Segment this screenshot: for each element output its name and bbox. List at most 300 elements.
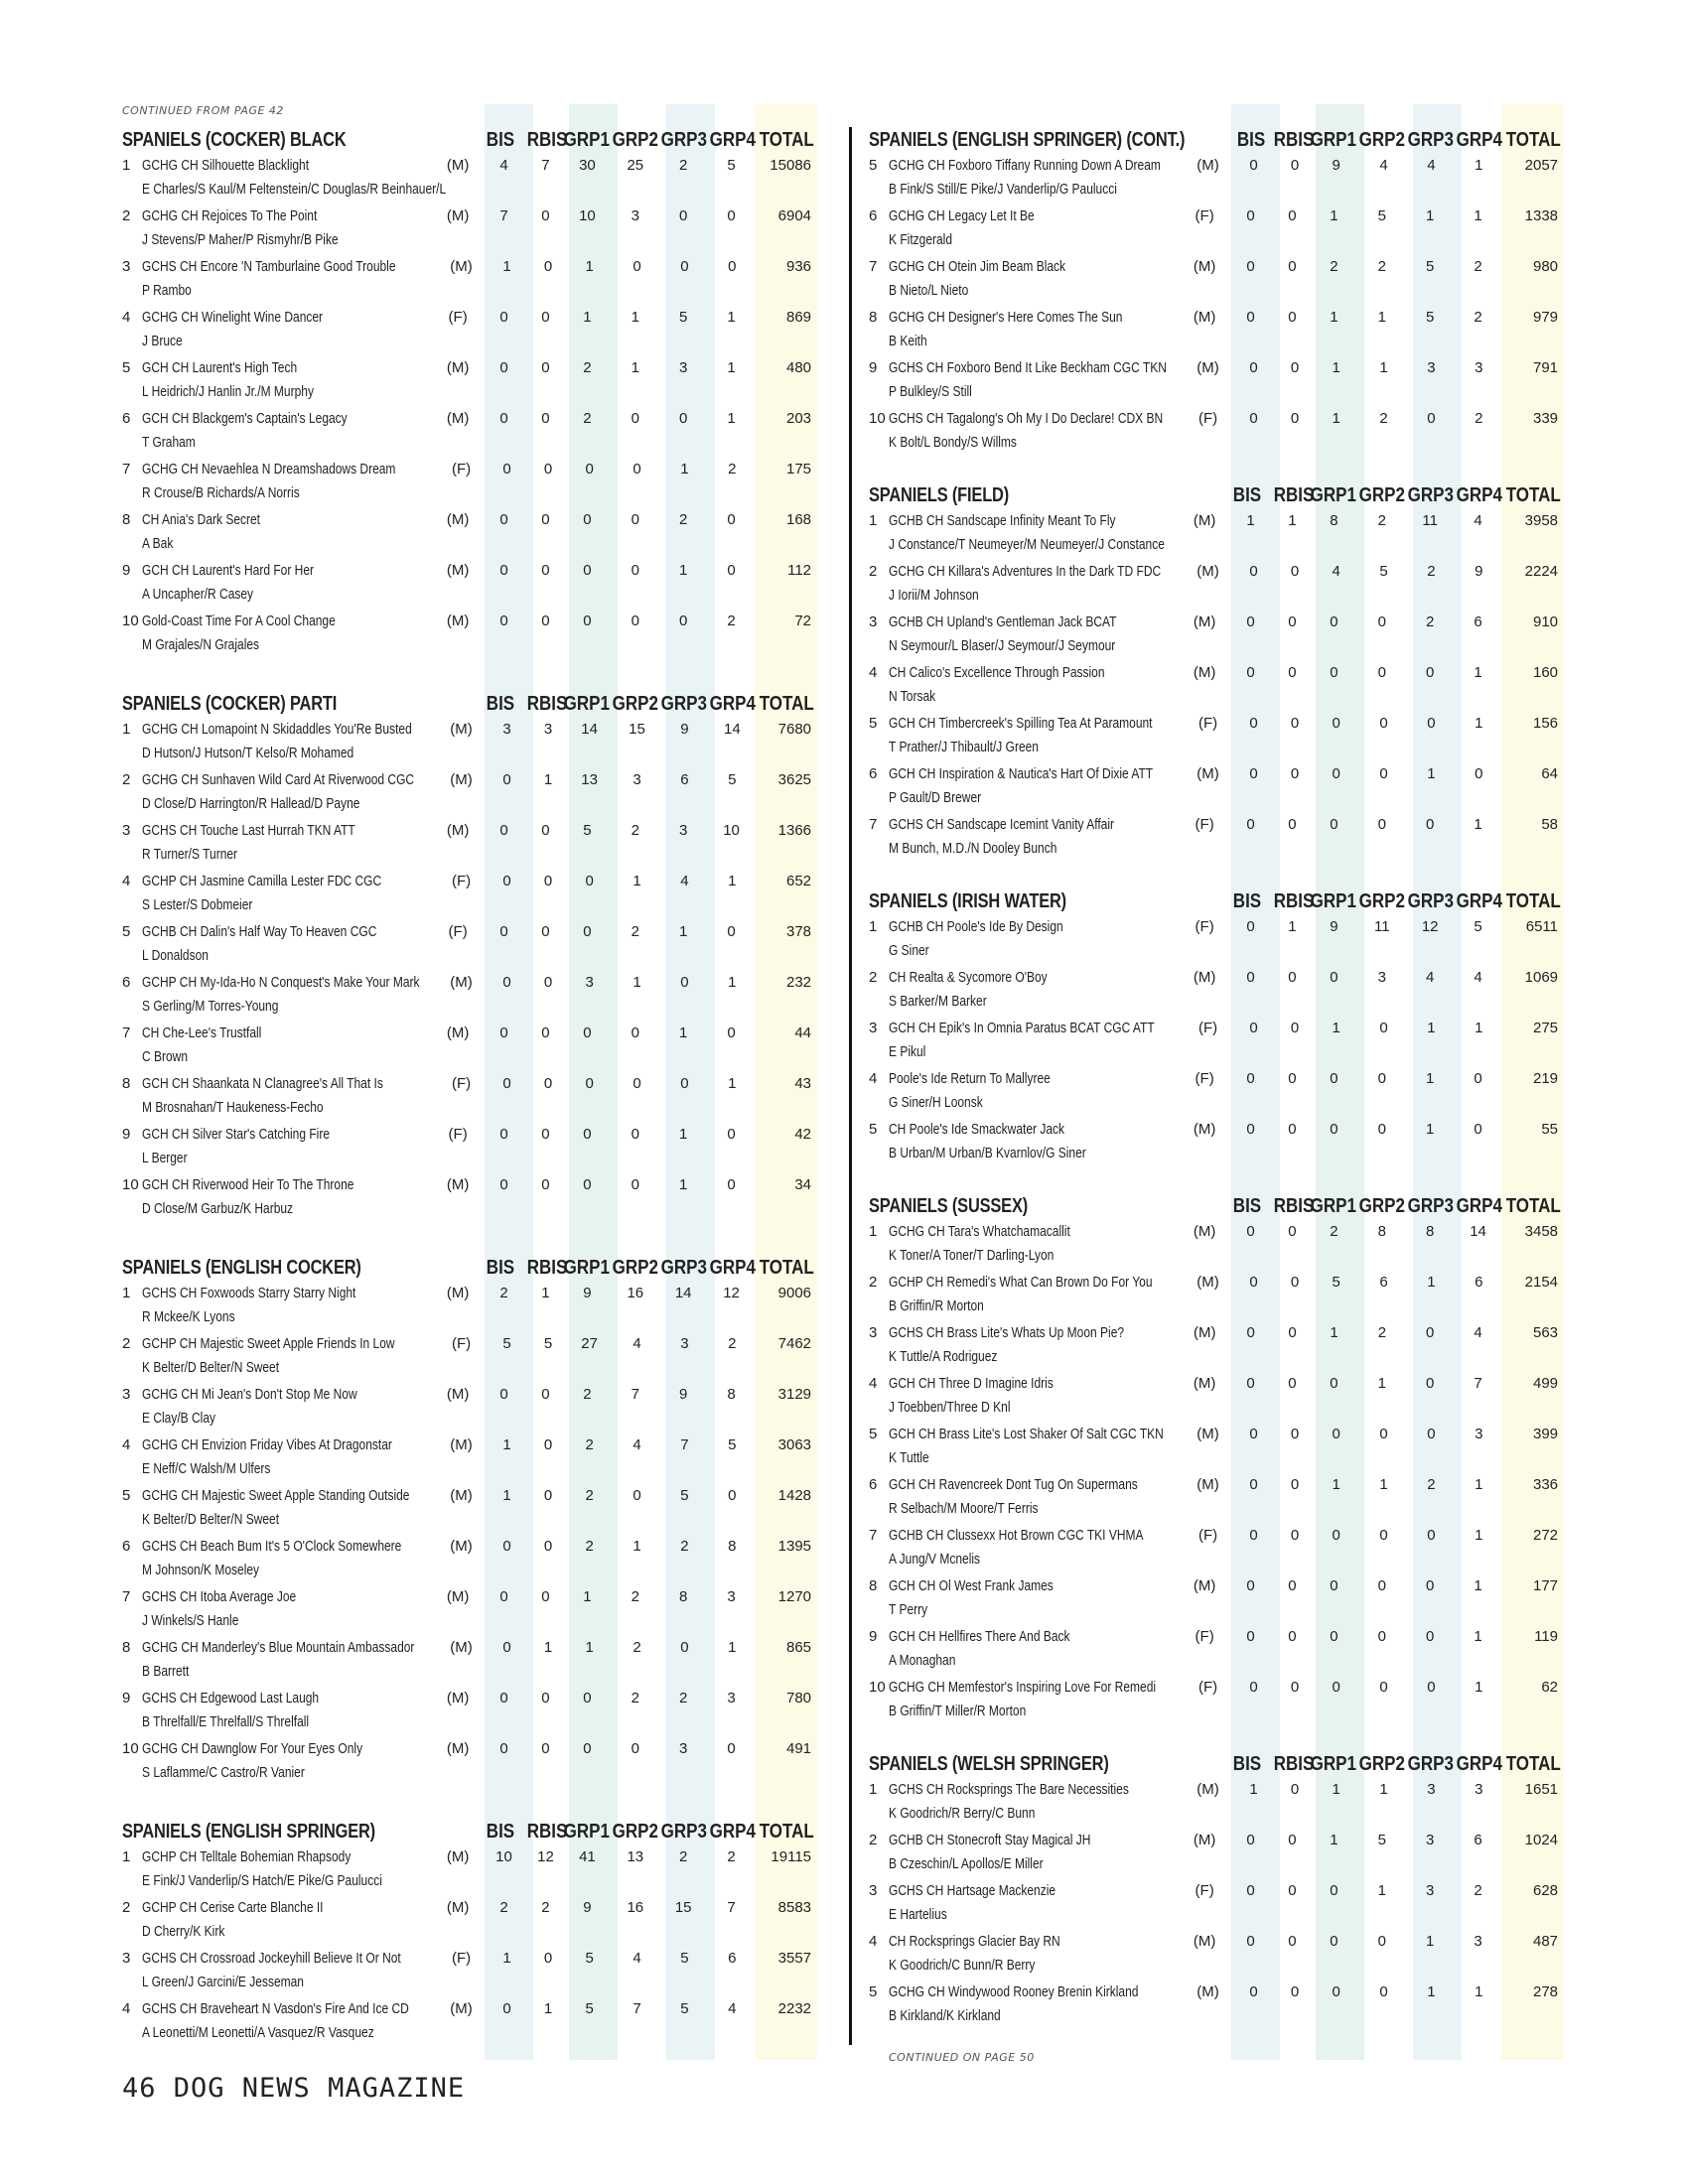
dog-sex: (M) xyxy=(446,409,470,427)
stat-total: 175 xyxy=(785,460,812,478)
stat-grp4: 0 xyxy=(1474,1069,1482,1087)
stat-rbis: 0 xyxy=(1288,308,1297,326)
stat-total: 491 xyxy=(785,1739,812,1757)
column-header-grp1: GRP1 xyxy=(563,129,610,151)
stat-bis: 0 xyxy=(1249,1273,1258,1291)
stat-total: 34 xyxy=(794,1175,812,1193)
stat-grp4: 9 xyxy=(1475,562,1483,580)
column-header-total: TOTAL xyxy=(759,129,814,151)
entry-main-line xyxy=(869,609,1564,634)
stat-rbis: 12 xyxy=(537,1847,554,1865)
stat-grp4: 0 xyxy=(727,206,736,224)
stat-grp4: 0 xyxy=(1475,764,1483,782)
stat-bis: 5 xyxy=(502,1334,511,1352)
dog-sex: (M) xyxy=(1196,1780,1219,1798)
ranking-entry xyxy=(869,1116,1564,1166)
stat-bis: 1 xyxy=(1246,511,1255,529)
stat-grp3: 5 xyxy=(679,308,688,326)
rank-number: 4 xyxy=(869,1069,878,1087)
stat-grp2: 0 xyxy=(1379,1425,1388,1442)
rank-number: 4 xyxy=(122,308,131,326)
stat-grp2: 0 xyxy=(631,1175,639,1193)
stat-grp1: 2 xyxy=(585,1435,594,1453)
dog-sex: (M) xyxy=(450,257,473,275)
stat-grp4: 1 xyxy=(1475,1982,1483,2000)
dog-name: GCHP CH Remedi's What Can Brown Do For You xyxy=(888,1273,1153,1291)
ranking-section xyxy=(122,122,817,658)
stat-grp3: 0 xyxy=(1426,1627,1435,1645)
rank-number: 1 xyxy=(869,1222,878,1240)
stat-grp1: 1 xyxy=(1332,1780,1340,1798)
column-header-rbis: RBIS xyxy=(526,1821,568,1843)
column-header-grp1: GRP1 xyxy=(1310,484,1356,506)
stat-grp2: 8 xyxy=(1377,1222,1386,1240)
stat-grp4: 8 xyxy=(728,1537,737,1555)
stat-rbis: 1 xyxy=(1288,511,1297,529)
ranking-section xyxy=(122,1814,817,2046)
stat-grp3: 4 xyxy=(1426,968,1435,986)
rank-number: 2 xyxy=(122,1898,131,1916)
stat-grp2: 25 xyxy=(627,156,644,174)
stat-grp4: 2 xyxy=(728,460,737,478)
dog-name: GCHS CH Brass Lite's Whats Up Moon Pie? xyxy=(888,1323,1124,1341)
stat-total: 3129 xyxy=(777,1385,812,1403)
stat-bis: 0 xyxy=(1246,1831,1255,1848)
rank-number: 6 xyxy=(122,1537,131,1555)
stat-grp3: 0 xyxy=(1426,815,1435,833)
stat-rbis: 0 xyxy=(543,1435,553,1453)
stat-bis: 0 xyxy=(502,1638,511,1656)
owner-names: D Hutson/J Hutson/T Kelso/R Mohamed xyxy=(142,745,354,761)
stat-grp3: 3 xyxy=(1426,1881,1435,1899)
owner-names: A Uncapher/R Casey xyxy=(142,586,254,603)
column-header-bis: BIS xyxy=(486,1821,515,1843)
dog-sex: (M) xyxy=(450,1999,473,2017)
stat-rbis: 0 xyxy=(541,1587,550,1605)
owner-names: A Monaghan xyxy=(889,1652,956,1669)
stat-rbis: 0 xyxy=(1290,1526,1300,1544)
stat-grp2: 2 xyxy=(631,821,639,839)
rank-number: 1 xyxy=(122,720,131,738)
column-header-grp2: GRP2 xyxy=(612,693,658,715)
stat-total: 9006 xyxy=(777,1284,812,1301)
ranking-section xyxy=(869,478,1564,862)
stat-grp3: 1 xyxy=(1427,1273,1436,1291)
stat-grp2: 0 xyxy=(1377,815,1386,833)
stat-total: 1428 xyxy=(777,1486,812,1504)
stat-grp2: 0 xyxy=(1377,1627,1386,1645)
stat-total: 278 xyxy=(1532,1982,1559,2000)
entry-main-line xyxy=(122,152,817,178)
column-header-grp3: GRP3 xyxy=(660,693,707,715)
dog-sex: (F) xyxy=(1195,1627,1214,1645)
ranking-entry xyxy=(869,964,1564,1015)
ranking-entry xyxy=(122,766,817,817)
stat-grp2: 0 xyxy=(631,1125,639,1143)
owner-names: J Bruce xyxy=(142,333,183,349)
stat-total: 219 xyxy=(1532,1069,1559,1087)
stat-rbis: 0 xyxy=(543,257,553,275)
stat-grp2: 0 xyxy=(1377,1069,1386,1087)
stat-rbis: 0 xyxy=(541,561,550,579)
column-header-grp4: GRP4 xyxy=(709,129,756,151)
stat-rbis: 0 xyxy=(541,1689,550,1706)
section-header xyxy=(869,1746,1564,1776)
entry-main-line xyxy=(122,1533,817,1559)
entry-main-line xyxy=(869,964,1564,990)
dog-sex: (M) xyxy=(1193,308,1216,326)
stat-grp4: 12 xyxy=(723,1284,740,1301)
ranking-entry xyxy=(869,1218,1564,1269)
dog-sex: (F) xyxy=(451,872,472,889)
stat-grp3: 3 xyxy=(679,821,688,839)
ranking-entry xyxy=(122,1685,817,1735)
stat-grp1: 1 xyxy=(585,1638,594,1656)
ranking-section xyxy=(869,122,1564,456)
ranking-entry xyxy=(869,1421,1564,1471)
stat-grp1: 1 xyxy=(1332,358,1340,376)
dog-name: GCH CH Shaankata N Clanagree's All That Is xyxy=(141,1074,383,1092)
dog-sex: (M) xyxy=(446,1284,470,1301)
dog-name: CH Rocksprings Glacier Bay RN xyxy=(888,1932,1060,1950)
stat-grp2: 5 xyxy=(1377,1831,1386,1848)
rank-number: 6 xyxy=(869,206,878,224)
stat-grp3: 0 xyxy=(680,257,689,275)
rank-number: 5 xyxy=(122,922,131,940)
dog-sex: (F) xyxy=(1195,917,1214,935)
stat-grp4: 8 xyxy=(727,1385,736,1403)
ranking-entry xyxy=(869,1319,1564,1370)
dog-name: CH Calico's Excellence Through Passion xyxy=(888,663,1105,681)
stat-grp4: 2 xyxy=(728,1334,737,1352)
rank-number: 4 xyxy=(869,663,878,681)
rank-number: 1 xyxy=(122,1847,131,1865)
stat-grp1: 1 xyxy=(583,1587,592,1605)
stat-rbis: 0 xyxy=(1290,1425,1300,1442)
stat-bis: 0 xyxy=(1246,206,1255,224)
ranking-entry xyxy=(869,1928,1564,1979)
stat-grp4: 5 xyxy=(728,1435,737,1453)
stat-total: 112 xyxy=(787,561,812,579)
dog-name: GCH CH Riverwood Heir To The Throne xyxy=(141,1175,354,1193)
stat-grp3: 5 xyxy=(1426,257,1435,275)
entry-main-line xyxy=(869,152,1564,178)
stat-grp2: 7 xyxy=(633,1999,641,2017)
stat-rbis: 0 xyxy=(1290,409,1300,427)
dog-name: GCH CH Blackgem's Captain's Legacy xyxy=(141,409,348,427)
stat-bis: 0 xyxy=(1246,1932,1255,1950)
stat-bis: 0 xyxy=(502,1999,511,2017)
rank-number: 9 xyxy=(122,1125,131,1143)
stat-rbis: 0 xyxy=(541,922,550,940)
stat-grp2: 0 xyxy=(631,1024,639,1041)
ranking-entry xyxy=(869,1572,1564,1623)
ranking-entry xyxy=(869,1877,1564,1928)
stat-grp2: 4 xyxy=(1379,156,1388,174)
stat-bis: 2 xyxy=(499,1284,508,1301)
stat-total: 160 xyxy=(1532,663,1559,681)
ranking-entry xyxy=(122,817,817,868)
owner-names: T Graham xyxy=(142,434,196,451)
owner-names: K Tuttle xyxy=(889,1449,929,1466)
stat-bis: 0 xyxy=(1249,1475,1258,1493)
ranking-entry xyxy=(869,1623,1564,1674)
stat-grp1: 1 xyxy=(1330,1323,1338,1341)
owner-names: A Bak xyxy=(142,535,174,552)
stat-grp3: 9 xyxy=(680,720,689,738)
dog-name: GCHG CH Mi Jean's Don't Stop Me Now xyxy=(141,1385,357,1403)
stat-grp2: 7 xyxy=(631,1385,639,1403)
dog-sex: (F) xyxy=(1195,815,1214,833)
page-footer: 46 DOG NEWS MAGAZINE xyxy=(122,2073,466,2104)
ranking-entry xyxy=(869,1015,1564,1065)
column-header-grp2: GRP2 xyxy=(1358,484,1405,506)
entry-main-line xyxy=(869,203,1564,228)
stat-total: 43 xyxy=(794,1074,812,1092)
entry-main-line xyxy=(122,1843,817,1869)
stat-grp3: 4 xyxy=(680,872,689,889)
ranking-entry xyxy=(869,609,1564,659)
owner-names: B Urban/M Urban/B Kvarnlov/G Siner xyxy=(889,1145,1086,1161)
stat-total: 156 xyxy=(1532,714,1559,732)
stat-grp1: 27 xyxy=(581,1334,598,1352)
dog-sex: (M) xyxy=(1193,1932,1216,1950)
stat-grp1: 8 xyxy=(1330,511,1338,529)
stat-rbis: 0 xyxy=(1290,1780,1300,1798)
stat-rbis: 0 xyxy=(1288,1627,1297,1645)
stat-total: 1270 xyxy=(777,1587,812,1605)
ranking-entry xyxy=(122,506,817,557)
entry-main-line xyxy=(122,1330,817,1356)
dog-name: Gold-Coast Time For A Cool Change xyxy=(141,612,336,629)
column-header-grp4: GRP4 xyxy=(1456,1753,1502,1775)
dog-sex: (F) xyxy=(1197,1678,1218,1696)
entry-main-line xyxy=(122,456,817,481)
column-header-grp2: GRP2 xyxy=(612,129,658,151)
column-header-grp1: GRP1 xyxy=(563,1821,610,1843)
stat-grp3: 1 xyxy=(1426,1120,1435,1138)
stat-rbis: 0 xyxy=(541,308,550,326)
stat-grp2: 15 xyxy=(629,720,645,738)
stat-bis: 0 xyxy=(499,510,508,528)
stat-bis: 7 xyxy=(499,206,508,224)
stat-bis: 0 xyxy=(1246,815,1255,833)
stat-grp2: 0 xyxy=(1377,613,1386,630)
stat-grp2: 16 xyxy=(627,1284,644,1301)
stat-grp1: 5 xyxy=(585,1949,594,1967)
owner-names: E Fink/J Vanderlip/S Hatch/E Pike/G Paulucci xyxy=(142,1872,382,1889)
stat-rbis: 1 xyxy=(543,770,553,788)
ranking-entry xyxy=(122,456,817,506)
stat-grp4: 1 xyxy=(1474,663,1482,681)
ranking-entry xyxy=(122,152,817,203)
stat-grp4: 0 xyxy=(727,510,736,528)
dog-sex: (M) xyxy=(446,206,470,224)
stat-bis: 10 xyxy=(495,1847,512,1865)
stat-bis: 0 xyxy=(499,612,508,629)
ranking-entry xyxy=(869,760,1564,811)
stat-grp1: 0 xyxy=(1332,1425,1340,1442)
stat-total: 652 xyxy=(785,872,812,889)
stat-grp1: 0 xyxy=(1330,1374,1338,1392)
stat-rbis: 0 xyxy=(1290,1019,1300,1036)
dog-name: GCH CH Inspiration & Nautica's Hart Of Dixie ATT xyxy=(888,764,1153,782)
column-header-total: TOTAL xyxy=(1505,1753,1561,1775)
owner-names: E Clay/B Clay xyxy=(142,1410,216,1427)
stat-total: 2224 xyxy=(1524,562,1559,580)
column-header-grp4: GRP4 xyxy=(709,1821,756,1843)
stat-grp1: 5 xyxy=(585,1999,594,2017)
continued-from-note: CONTINUED FROM PAGE 42 xyxy=(122,104,284,117)
stat-grp2: 0 xyxy=(1379,1678,1388,1696)
owner-names: E Charles/S Kaul/M Feltenstein/C Douglas/R Beinhauer/L xyxy=(142,181,447,198)
dog-name: GCHP CH Telltale Bohemian Rhapsody xyxy=(141,1847,352,1865)
stat-grp4: 4 xyxy=(728,1999,737,2017)
stat-grp1: 0 xyxy=(585,1074,594,1092)
stat-rbis: 0 xyxy=(543,1949,553,1967)
entry-main-line xyxy=(122,1121,817,1147)
stat-rbis: 0 xyxy=(541,358,550,376)
dog-name: GCHB CH Poole's Ide By Design xyxy=(888,917,1063,935)
stat-grp4: 3 xyxy=(1474,1932,1482,1950)
entry-main-line xyxy=(122,868,817,893)
dog-sex: (F) xyxy=(1195,206,1214,224)
stat-total: 480 xyxy=(785,358,812,376)
section-title: SPANIELS (FIELD) xyxy=(869,484,1010,506)
ranking-entry xyxy=(122,1735,817,1786)
column-header-grp4: GRP4 xyxy=(1456,890,1502,912)
rank-number: 3 xyxy=(869,1019,878,1036)
ranking-entry xyxy=(122,1121,817,1171)
rank-number: 7 xyxy=(122,1024,131,1041)
entry-main-line xyxy=(869,1116,1564,1142)
stat-grp4: 1 xyxy=(1474,206,1482,224)
stat-rbis: 0 xyxy=(541,1125,550,1143)
rank-number: 2 xyxy=(869,562,878,580)
dog-sex: (M) xyxy=(1193,1831,1216,1848)
rank-number: 5 xyxy=(869,1982,878,2000)
owner-names: M Johnson/K Moseley xyxy=(142,1562,260,1578)
stat-bis: 0 xyxy=(499,1024,508,1041)
stat-rbis: 0 xyxy=(541,206,550,224)
stat-total: 55 xyxy=(1541,1120,1559,1138)
stat-grp4: 2 xyxy=(1474,257,1482,275)
column-header-grp3: GRP3 xyxy=(660,129,707,151)
owner-names: J Iorii/M Johnson xyxy=(889,587,979,604)
stat-rbis: 5 xyxy=(543,1334,553,1352)
stat-rbis: 0 xyxy=(1288,1576,1297,1594)
owner-names: P Bulkley/S Still xyxy=(889,383,972,400)
owner-names: G Siner xyxy=(889,942,929,959)
stat-rbis: 0 xyxy=(1290,714,1300,732)
column-header-rbis: RBIS xyxy=(526,129,568,151)
entry-main-line xyxy=(122,304,817,330)
stat-total: 272 xyxy=(1532,1526,1559,1544)
column-header-grp3: GRP3 xyxy=(1407,890,1454,912)
stat-grp2: 1 xyxy=(631,358,639,376)
dog-sex: (M) xyxy=(1193,1120,1216,1138)
entry-main-line xyxy=(869,710,1564,736)
stat-grp4: 1 xyxy=(1474,1576,1482,1594)
stat-grp2: 2 xyxy=(1377,511,1386,529)
stat-bis: 0 xyxy=(1246,1881,1255,1899)
ranking-section xyxy=(869,884,1564,1166)
dog-name: GCH CH Laurent's High Tech xyxy=(141,358,297,376)
stat-grp3: 7 xyxy=(680,1435,689,1453)
ranking-entry xyxy=(869,1522,1564,1572)
dog-sex: (M) xyxy=(450,1435,473,1453)
stat-grp1: 0 xyxy=(583,1739,592,1757)
rank-number: 8 xyxy=(122,510,131,528)
dog-name: GCHS CH Encore 'N Tamburlaine Good Trouble xyxy=(141,257,396,275)
owner-names: S Laflamme/C Castro/R Vanier xyxy=(142,1764,305,1781)
stat-grp1: 1 xyxy=(583,308,592,326)
entry-main-line xyxy=(869,304,1564,330)
stat-grp2: 0 xyxy=(631,612,639,629)
stat-total: 1366 xyxy=(777,821,812,839)
stat-bis: 0 xyxy=(499,1587,508,1605)
stat-total: 979 xyxy=(1532,308,1559,326)
stat-total: 791 xyxy=(1532,358,1559,376)
column-header-grp2: GRP2 xyxy=(612,1821,658,1843)
stat-rbis: 0 xyxy=(543,973,553,991)
stat-rbis: 0 xyxy=(1288,1831,1297,1848)
dog-name: GCHB CH Sandscape Infinity Meant To Fly xyxy=(888,511,1116,529)
stat-rbis: 0 xyxy=(1288,613,1297,630)
stat-grp4: 3 xyxy=(1475,358,1483,376)
owner-names: S Gerling/M Torres-Young xyxy=(142,998,279,1015)
dog-sex: (M) xyxy=(1196,1475,1219,1493)
section-header xyxy=(869,478,1564,507)
dog-name: GCHG CH Lomapoint N Skidaddles You'Re Busted xyxy=(141,720,412,738)
dog-name: GCH CH Ravencreek Dont Tug On Supermans xyxy=(888,1475,1138,1493)
section-title: SPANIELS (ENGLISH SPRINGER) (CONT.) xyxy=(869,129,1186,151)
entry-main-line xyxy=(122,1070,817,1096)
ranking-entry xyxy=(122,1171,817,1222)
stat-bis: 1 xyxy=(502,257,511,275)
stat-grp1: 0 xyxy=(1332,714,1340,732)
ranking-entry xyxy=(122,1583,817,1634)
entry-main-line xyxy=(122,405,817,431)
stat-rbis: 1 xyxy=(543,1638,553,1656)
stat-rbis: 0 xyxy=(1290,1475,1300,1493)
entry-main-line xyxy=(869,1370,1564,1396)
owner-names: D Cherry/K Kirk xyxy=(142,1923,225,1940)
column-header-grp1: GRP1 xyxy=(1310,129,1356,151)
stat-bis: 0 xyxy=(1246,1222,1255,1240)
stat-grp2: 0 xyxy=(1379,1982,1388,2000)
stat-grp2: 0 xyxy=(1379,714,1388,732)
owner-names: B Kirkland/K Kirkland xyxy=(889,2007,1001,2024)
dog-name: GCHS CH Rocksprings The Bare Necessities xyxy=(888,1780,1129,1798)
dog-name: Poole's Ide Return To Mallyree xyxy=(888,1069,1051,1087)
stat-grp2: 0 xyxy=(633,1486,641,1504)
stat-grp2: 1 xyxy=(633,872,641,889)
stat-total: 2154 xyxy=(1524,1273,1559,1291)
stat-grp2: 2 xyxy=(1379,409,1388,427)
column-header-rbis: RBIS xyxy=(1273,890,1315,912)
ranking-entry xyxy=(122,1995,817,2046)
owner-names: L Green/J Garcini/E Jesseman xyxy=(142,1974,304,1990)
rank-number: 3 xyxy=(122,1949,131,1967)
left-sections xyxy=(122,122,817,2046)
dog-sex: (M) xyxy=(450,1486,473,1504)
dog-sex: (M) xyxy=(446,612,470,629)
dog-name: GCHB CH Clussexx Hot Brown CGC TKI VHMA xyxy=(888,1526,1144,1544)
stat-total: 378 xyxy=(785,922,812,940)
stat-grp2: 1 xyxy=(1379,358,1388,376)
stat-grp3: 0 xyxy=(1426,663,1435,681)
